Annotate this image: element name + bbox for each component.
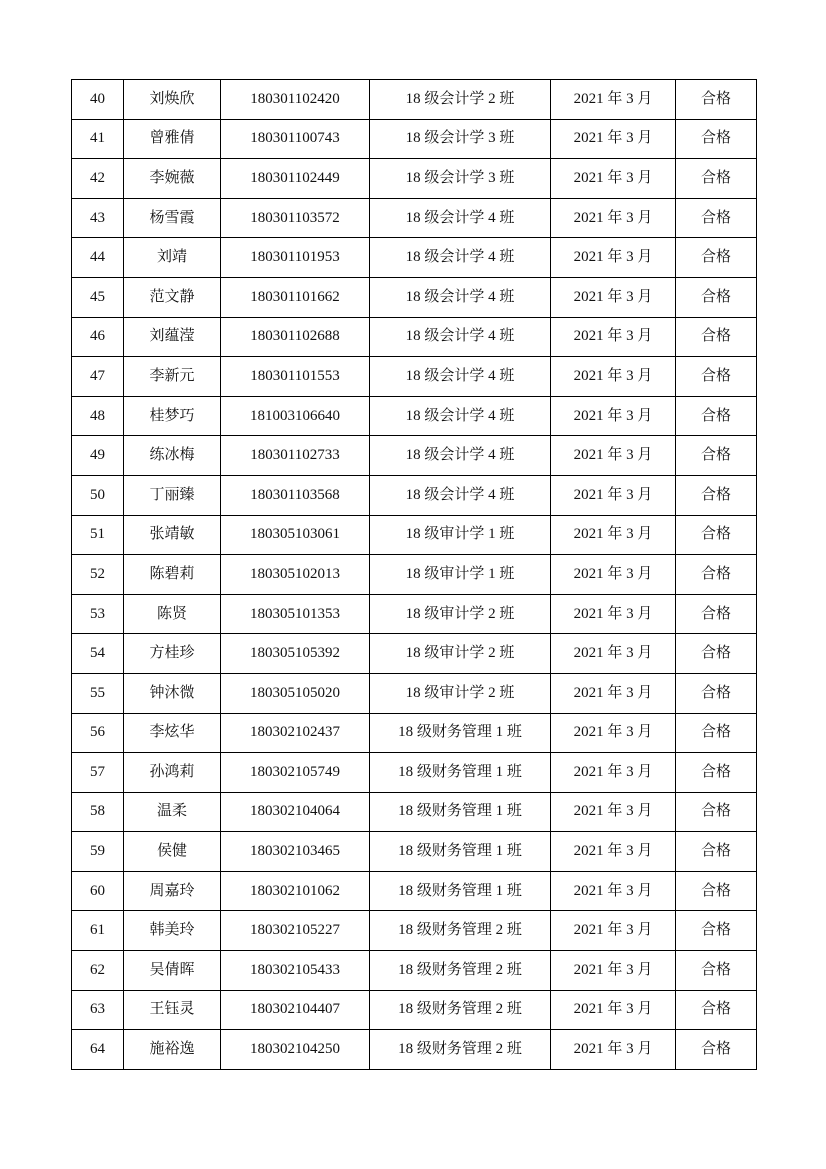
student-name-cell: 刘靖 bbox=[124, 238, 221, 278]
table-row bbox=[72, 634, 757, 674]
student-id-cell: 180305105020 bbox=[221, 673, 370, 713]
date-cell: 2021 年 3 月 bbox=[551, 119, 676, 159]
table-row bbox=[72, 951, 757, 991]
class-cell: 18 级会计学 4 班 bbox=[370, 277, 551, 317]
student-id-cell: 180302102437 bbox=[221, 713, 370, 753]
date-cell: 2021 年 3 月 bbox=[551, 357, 676, 397]
class-cell: 18 级审计学 1 班 bbox=[370, 555, 551, 595]
row-number-cell: 56 bbox=[72, 713, 124, 753]
table-row bbox=[72, 475, 757, 515]
class-cell: 18 级财务管理 2 班 bbox=[370, 1030, 551, 1070]
table-row bbox=[72, 396, 757, 436]
student-name-cell: 韩美玲 bbox=[124, 911, 221, 951]
result-cell: 合格 bbox=[676, 198, 757, 238]
student-id-cell: 180301100743 bbox=[221, 119, 370, 159]
result-cell: 合格 bbox=[676, 832, 757, 872]
table-row bbox=[72, 871, 757, 911]
student-id-cell: 180301102688 bbox=[221, 317, 370, 357]
class-cell: 18 级审计学 2 班 bbox=[370, 673, 551, 713]
table-row bbox=[72, 277, 757, 317]
row-number-cell: 47 bbox=[72, 357, 124, 397]
student-id-cell: 180305103061 bbox=[221, 515, 370, 555]
row-number-cell: 50 bbox=[72, 475, 124, 515]
student-name-cell: 方桂珍 bbox=[124, 634, 221, 674]
date-cell: 2021 年 3 月 bbox=[551, 990, 676, 1030]
row-number-cell: 48 bbox=[72, 396, 124, 436]
row-number-cell: 64 bbox=[72, 1030, 124, 1070]
student-name-cell: 张靖敏 bbox=[124, 515, 221, 555]
table-row bbox=[72, 357, 757, 397]
student-id-cell: 180305102013 bbox=[221, 555, 370, 595]
class-cell: 18 级审计学 2 班 bbox=[370, 594, 551, 634]
table-row bbox=[72, 238, 757, 278]
student-id-cell: 180302103465 bbox=[221, 832, 370, 872]
class-cell: 18 级审计学 1 班 bbox=[370, 515, 551, 555]
result-cell: 合格 bbox=[676, 515, 757, 555]
student-name-cell: 温柔 bbox=[124, 792, 221, 832]
class-cell: 18 级财务管理 2 班 bbox=[370, 990, 551, 1030]
result-cell: 合格 bbox=[676, 871, 757, 911]
student-name-cell: 刘焕欣 bbox=[124, 80, 221, 120]
date-cell: 2021 年 3 月 bbox=[551, 475, 676, 515]
student-name-cell: 刘蕴滢 bbox=[124, 317, 221, 357]
class-cell: 18 级会计学 4 班 bbox=[370, 357, 551, 397]
student-name-cell: 周嘉玲 bbox=[124, 871, 221, 911]
student-id-cell: 180302105227 bbox=[221, 911, 370, 951]
student-id-cell: 180301102733 bbox=[221, 436, 370, 476]
class-cell: 18 级财务管理 1 班 bbox=[370, 713, 551, 753]
table-row bbox=[72, 119, 757, 159]
table-row bbox=[72, 673, 757, 713]
date-cell: 2021 年 3 月 bbox=[551, 436, 676, 476]
date-cell: 2021 年 3 月 bbox=[551, 753, 676, 793]
table-row bbox=[72, 436, 757, 476]
row-number-cell: 58 bbox=[72, 792, 124, 832]
date-cell: 2021 年 3 月 bbox=[551, 871, 676, 911]
student-name-cell: 桂梦巧 bbox=[124, 396, 221, 436]
student-id-cell: 180302101062 bbox=[221, 871, 370, 911]
date-cell: 2021 年 3 月 bbox=[551, 594, 676, 634]
date-cell: 2021 年 3 月 bbox=[551, 198, 676, 238]
date-cell: 2021 年 3 月 bbox=[551, 159, 676, 199]
class-cell: 18 级会计学 4 班 bbox=[370, 475, 551, 515]
student-id-cell: 180301102420 bbox=[221, 80, 370, 120]
date-cell: 2021 年 3 月 bbox=[551, 238, 676, 278]
row-number-cell: 49 bbox=[72, 436, 124, 476]
row-number-cell: 57 bbox=[72, 753, 124, 793]
row-number-cell: 41 bbox=[72, 119, 124, 159]
date-cell: 2021 年 3 月 bbox=[551, 832, 676, 872]
date-cell: 2021 年 3 月 bbox=[551, 396, 676, 436]
result-cell: 合格 bbox=[676, 555, 757, 595]
row-number-cell: 40 bbox=[72, 80, 124, 120]
date-cell: 2021 年 3 月 bbox=[551, 792, 676, 832]
student-id-cell: 181003106640 bbox=[221, 396, 370, 436]
row-number-cell: 52 bbox=[72, 555, 124, 595]
table-row bbox=[72, 594, 757, 634]
result-cell: 合格 bbox=[676, 396, 757, 436]
table-row bbox=[72, 713, 757, 753]
student-name-cell: 李炫华 bbox=[124, 713, 221, 753]
result-cell: 合格 bbox=[676, 990, 757, 1030]
student-name-cell: 曾雅倩 bbox=[124, 119, 221, 159]
class-cell: 18 级会计学 4 班 bbox=[370, 317, 551, 357]
table-row bbox=[72, 832, 757, 872]
result-cell: 合格 bbox=[676, 159, 757, 199]
student-name-cell: 钟沐微 bbox=[124, 673, 221, 713]
results-table-body bbox=[72, 80, 757, 1070]
student-id-cell: 180302104407 bbox=[221, 990, 370, 1030]
student-name-cell: 练冰梅 bbox=[124, 436, 221, 476]
student-id-cell: 180305105392 bbox=[221, 634, 370, 674]
date-cell: 2021 年 3 月 bbox=[551, 555, 676, 595]
row-number-cell: 46 bbox=[72, 317, 124, 357]
class-cell: 18 级会计学 4 班 bbox=[370, 436, 551, 476]
date-cell: 2021 年 3 月 bbox=[551, 951, 676, 991]
table-row bbox=[72, 198, 757, 238]
class-cell: 18 级会计学 3 班 bbox=[370, 119, 551, 159]
student-name-cell: 侯健 bbox=[124, 832, 221, 872]
row-number-cell: 63 bbox=[72, 990, 124, 1030]
row-number-cell: 61 bbox=[72, 911, 124, 951]
class-cell: 18 级会计学 2 班 bbox=[370, 80, 551, 120]
date-cell: 2021 年 3 月 bbox=[551, 80, 676, 120]
table-row bbox=[72, 159, 757, 199]
result-cell: 合格 bbox=[676, 238, 757, 278]
student-id-cell: 180302105433 bbox=[221, 951, 370, 991]
date-cell: 2021 年 3 月 bbox=[551, 1030, 676, 1070]
student-id-cell: 180301101553 bbox=[221, 357, 370, 397]
student-name-cell: 王钰灵 bbox=[124, 990, 221, 1030]
result-cell: 合格 bbox=[676, 436, 757, 476]
table-row bbox=[72, 80, 757, 120]
student-name-cell: 陈贤 bbox=[124, 594, 221, 634]
class-cell: 18 级财务管理 1 班 bbox=[370, 832, 551, 872]
student-id-cell: 180302104064 bbox=[221, 792, 370, 832]
result-cell: 合格 bbox=[676, 792, 757, 832]
result-cell: 合格 bbox=[676, 951, 757, 991]
student-name-cell: 李婉薇 bbox=[124, 159, 221, 199]
result-cell: 合格 bbox=[676, 317, 757, 357]
student-name-cell: 范文静 bbox=[124, 277, 221, 317]
student-id-cell: 180305101353 bbox=[221, 594, 370, 634]
row-number-cell: 43 bbox=[72, 198, 124, 238]
class-cell: 18 级审计学 2 班 bbox=[370, 634, 551, 674]
student-id-cell: 180302105749 bbox=[221, 753, 370, 793]
class-cell: 18 级财务管理 1 班 bbox=[370, 792, 551, 832]
result-cell: 合格 bbox=[676, 673, 757, 713]
student-id-cell: 180301101953 bbox=[221, 238, 370, 278]
date-cell: 2021 年 3 月 bbox=[551, 911, 676, 951]
table-row bbox=[72, 990, 757, 1030]
result-cell: 合格 bbox=[676, 277, 757, 317]
date-cell: 2021 年 3 月 bbox=[551, 317, 676, 357]
student-id-cell: 180301103572 bbox=[221, 198, 370, 238]
class-cell: 18 级财务管理 1 班 bbox=[370, 753, 551, 793]
table-row bbox=[72, 317, 757, 357]
result-cell: 合格 bbox=[676, 475, 757, 515]
table-row bbox=[72, 792, 757, 832]
row-number-cell: 59 bbox=[72, 832, 124, 872]
result-cell: 合格 bbox=[676, 119, 757, 159]
class-cell: 18 级会计学 3 班 bbox=[370, 159, 551, 199]
result-cell: 合格 bbox=[676, 713, 757, 753]
student-name-cell: 施裕逸 bbox=[124, 1030, 221, 1070]
class-cell: 18 级会计学 4 班 bbox=[370, 396, 551, 436]
result-cell: 合格 bbox=[676, 753, 757, 793]
class-cell: 18 级财务管理 2 班 bbox=[370, 911, 551, 951]
result-cell: 合格 bbox=[676, 594, 757, 634]
date-cell: 2021 年 3 月 bbox=[551, 277, 676, 317]
row-number-cell: 60 bbox=[72, 871, 124, 911]
table-row bbox=[72, 555, 757, 595]
table-row bbox=[72, 1030, 757, 1070]
result-cell: 合格 bbox=[676, 911, 757, 951]
class-cell: 18 级会计学 4 班 bbox=[370, 238, 551, 278]
result-cell: 合格 bbox=[676, 80, 757, 120]
student-id-cell: 180301102449 bbox=[221, 159, 370, 199]
row-number-cell: 53 bbox=[72, 594, 124, 634]
class-cell: 18 级财务管理 2 班 bbox=[370, 951, 551, 991]
row-number-cell: 44 bbox=[72, 238, 124, 278]
student-name-cell: 吴倩晖 bbox=[124, 951, 221, 991]
row-number-cell: 54 bbox=[72, 634, 124, 674]
results-table bbox=[71, 79, 757, 1070]
date-cell: 2021 年 3 月 bbox=[551, 673, 676, 713]
student-name-cell: 杨雪霞 bbox=[124, 198, 221, 238]
row-number-cell: 45 bbox=[72, 277, 124, 317]
table-row bbox=[72, 911, 757, 951]
student-name-cell: 丁丽臻 bbox=[124, 475, 221, 515]
row-number-cell: 62 bbox=[72, 951, 124, 991]
date-cell: 2021 年 3 月 bbox=[551, 713, 676, 753]
student-name-cell: 李新元 bbox=[124, 357, 221, 397]
student-name-cell: 孙鸿莉 bbox=[124, 753, 221, 793]
student-id-cell: 180301103568 bbox=[221, 475, 370, 515]
student-name-cell: 陈碧莉 bbox=[124, 555, 221, 595]
table-row bbox=[72, 515, 757, 555]
class-cell: 18 级财务管理 1 班 bbox=[370, 871, 551, 911]
result-cell: 合格 bbox=[676, 634, 757, 674]
row-number-cell: 51 bbox=[72, 515, 124, 555]
row-number-cell: 55 bbox=[72, 673, 124, 713]
date-cell: 2021 年 3 月 bbox=[551, 634, 676, 674]
table-row bbox=[72, 753, 757, 793]
date-cell: 2021 年 3 月 bbox=[551, 515, 676, 555]
student-id-cell: 180302104250 bbox=[221, 1030, 370, 1070]
student-id-cell: 180301101662 bbox=[221, 277, 370, 317]
class-cell: 18 级会计学 4 班 bbox=[370, 198, 551, 238]
result-cell: 合格 bbox=[676, 1030, 757, 1070]
row-number-cell: 42 bbox=[72, 159, 124, 199]
result-cell: 合格 bbox=[676, 357, 757, 397]
